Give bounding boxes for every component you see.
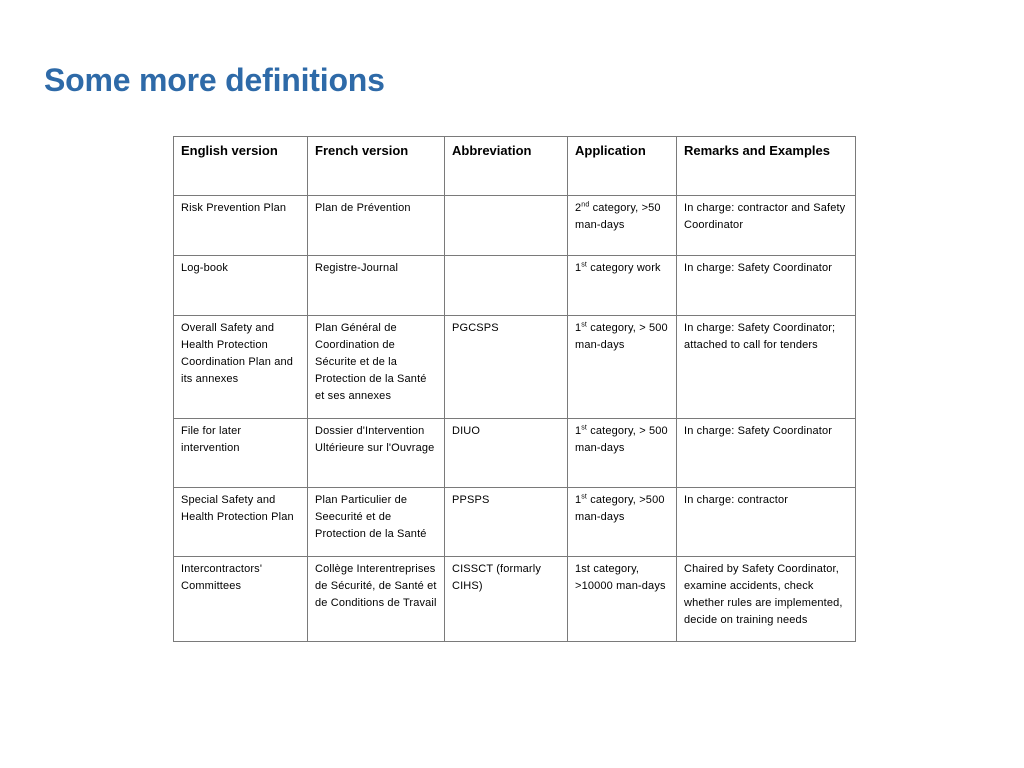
application-number: 2: [575, 202, 582, 214]
slide-title: Some more definitions: [44, 62, 385, 98]
application-ordinal: st: [581, 493, 588, 501]
header-english-version: English version: [174, 137, 308, 196]
cell-remarks: Chaired by Safety Coordinator, examine accidents, check whether rules are implemented, decide on training needs: [677, 557, 856, 642]
table-row: [174, 557, 856, 642]
cell-abbreviation: PGCSPS: [445, 316, 568, 419]
application-text: category, > 500 man-days: [575, 322, 668, 351]
header-french-version: French version: [308, 137, 445, 196]
cell-abbreviation: PPSPS: [445, 488, 568, 557]
application-number: 1: [575, 494, 582, 506]
application-text: category work: [587, 262, 661, 274]
application-text: category, >500 man-days: [575, 494, 665, 523]
application-number: 1st category, >10000 man-days: [575, 563, 666, 592]
cell-french: Plan Général de Coordination de Sécurite et de la Protection de la Santé et ses annexes: [308, 316, 445, 419]
cell-french: Plan de Prévention: [308, 196, 445, 256]
cell-english: Risk Prevention Plan: [174, 196, 308, 256]
cell-remarks: In charge: contractor: [677, 488, 856, 557]
cell-english: Overall Safety and Health Protection Coordination Plan and its annexes: [174, 316, 308, 419]
cell-english: Intercontractors' Committees: [174, 557, 308, 642]
cell-abbreviation: [445, 256, 568, 316]
table-row: [174, 196, 856, 256]
application-number: 1: [575, 262, 582, 274]
cell-english: Special Safety and Health Protection Plan: [174, 488, 308, 557]
cell-abbreviation: DIUO: [445, 419, 568, 488]
application-ordinal: st: [581, 321, 588, 329]
header-abbreviation: Abbreviation: [445, 137, 568, 196]
application-ordinal: st: [581, 261, 588, 269]
cell-application: [568, 256, 677, 316]
cell-french: Registre-Journal: [308, 256, 445, 316]
application-text: category, >50 man-days: [575, 202, 661, 231]
cell-english: Log-book: [174, 256, 308, 316]
table-row: [174, 419, 856, 488]
application-number: 1: [575, 322, 582, 334]
cell-application: [568, 488, 677, 557]
cell-remarks: In charge: Safety Coordinator: [677, 256, 856, 316]
application-text: category, > 500 man-days: [575, 425, 668, 454]
cell-abbreviation: CISSCT (formarly CIHS): [445, 557, 568, 642]
cell-english: File for later intervention: [174, 419, 308, 488]
table-row: [174, 256, 856, 316]
table-row: [174, 488, 856, 557]
cell-application: [568, 557, 677, 642]
cell-remarks: In charge: Safety Coordinator; attached to call for tenders: [677, 316, 856, 419]
table-header-row: [174, 137, 856, 196]
cell-remarks: In charge: Safety Coordinator: [677, 419, 856, 488]
cell-application: [568, 196, 677, 256]
cell-remarks: In charge: contractor and Safety Coordinator: [677, 196, 856, 256]
cell-french: Dossier d'Intervention Ultérieure sur l'Ouvrage: [308, 419, 445, 488]
cell-french: Collège Interentreprises de Sécurité, de Santé et de Conditions de Travail: [308, 557, 445, 642]
definitions-table: [173, 136, 856, 642]
header-application: Application: [568, 137, 677, 196]
cell-abbreviation: [445, 196, 568, 256]
cell-application: [568, 316, 677, 419]
cell-application: [568, 419, 677, 488]
table-row: [174, 316, 856, 419]
application-ordinal: st: [581, 424, 588, 432]
cell-french: Plan Particulier de Seecurité et de Protection de la Santé: [308, 488, 445, 557]
application-number: 1: [575, 425, 582, 437]
header-remarks: Remarks and Examples: [677, 137, 856, 196]
application-ordinal: nd: [581, 201, 590, 209]
